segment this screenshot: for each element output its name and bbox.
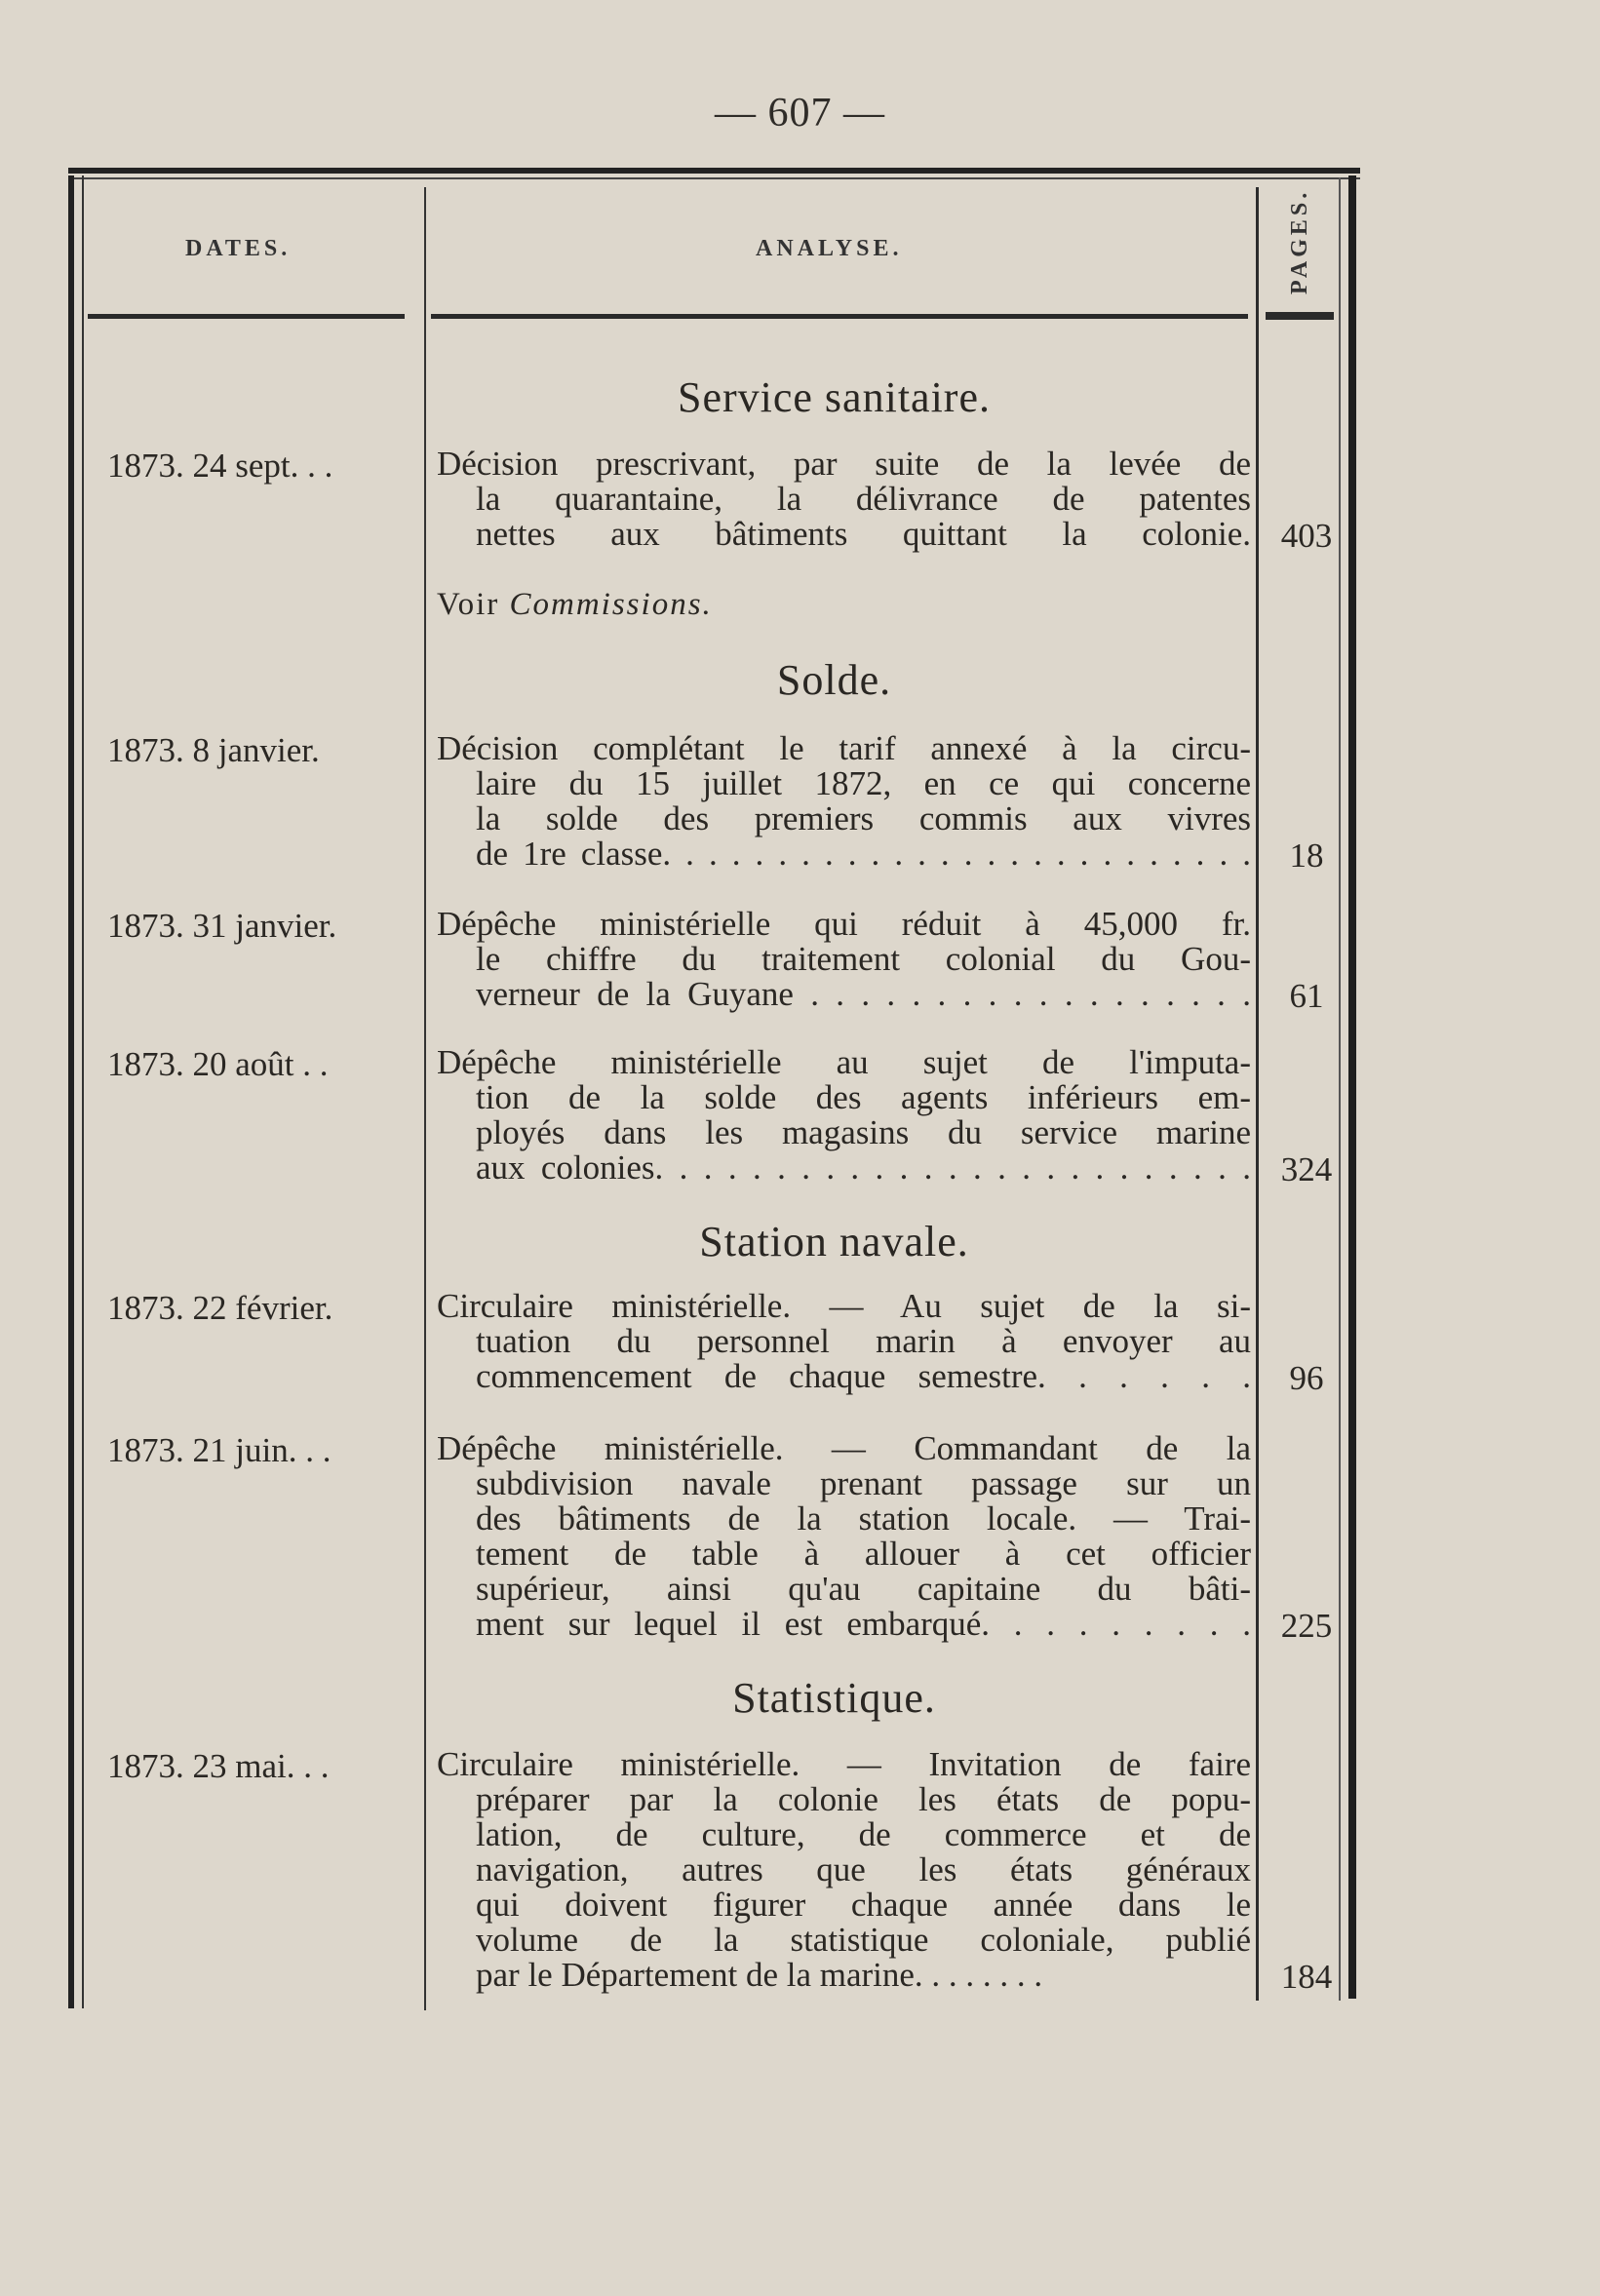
header-rule-pages bbox=[1266, 312, 1334, 320]
entry-analysis bbox=[437, 907, 1251, 1012]
right-border-thin bbox=[1339, 177, 1341, 2001]
page-number: — 607 — bbox=[715, 91, 885, 136]
analysis-line: verneur de la Guyane . . . . . . . . . . . . . . . . . . bbox=[476, 975, 1251, 1013]
analysis-line: tion de la solde des agents inférieurs em- bbox=[476, 1078, 1251, 1116]
analysis-line: Circulaire ministérielle. — Au sujet de la si- bbox=[437, 1287, 1251, 1325]
entry-analysis bbox=[437, 1045, 1251, 1186]
column-divider-pages bbox=[1256, 187, 1259, 2001]
column-header-dates: DATES. bbox=[185, 236, 292, 261]
entry-page: 96 bbox=[1289, 1359, 1324, 1397]
analysis-line: le chiffre du traitement colonial du Gou- bbox=[476, 940, 1251, 978]
top-rule-thin bbox=[68, 177, 1360, 179]
analysis-line: lation, de culture, de commerce et de bbox=[476, 1815, 1251, 1853]
analysis-line: supérieur, ainsi qu'au capitaine du bâti- bbox=[476, 1570, 1251, 1608]
entry-date: 1873. 21 juin. . . bbox=[107, 1431, 332, 1469]
entry-date: 1873. 20 août . . bbox=[107, 1045, 329, 1083]
entry-date: 1873. 22 février. bbox=[107, 1289, 333, 1327]
entry-page: 61 bbox=[1289, 977, 1324, 1015]
analysis-line: préparer par la colonie les états de popu- bbox=[476, 1780, 1251, 1818]
entry-page: 18 bbox=[1289, 837, 1324, 875]
analysis-line: tuation du personnel marin à envoyer au bbox=[476, 1322, 1251, 1360]
entry-analysis bbox=[437, 447, 1251, 552]
analysis-line: ment sur lequel il est embarqué. . . . . . . . . bbox=[476, 1605, 1251, 1643]
analysis-line: des bâtiments de la station locale. — Trai- bbox=[476, 1499, 1251, 1537]
analysis-line: la quarantaine, la délivrance de patentes bbox=[476, 480, 1251, 518]
column-divider-dates bbox=[424, 187, 426, 2010]
analysis-line: navigation, autres que les états généraux bbox=[476, 1850, 1251, 1888]
entry-date: 1873. 24 sept. . . bbox=[107, 447, 333, 485]
analysis-line: Dépêche ministérielle au sujet de l'imputa- bbox=[437, 1043, 1251, 1081]
header-rule-dates bbox=[88, 314, 405, 319]
section-title: Solde. bbox=[776, 656, 892, 704]
entry-date: 1873. 31 janvier. bbox=[107, 907, 337, 945]
analysis-line: tement de table à allouer à cet officier bbox=[476, 1535, 1251, 1573]
section-title: Service sanitaire. bbox=[678, 373, 991, 421]
entry-page: 225 bbox=[1280, 1607, 1333, 1645]
analysis-line: volume de la statistique coloniale, publié bbox=[476, 1921, 1251, 1959]
analysis-line: laire du 15 juillet 1872, en ce qui concerne bbox=[476, 764, 1251, 802]
section-title: Statistique. bbox=[732, 1674, 936, 1722]
entry-analysis bbox=[437, 1431, 1251, 1642]
entry-page: 403 bbox=[1280, 517, 1333, 555]
analysis-line: de 1re classe. . . . . . . . . . . . . . . . . . . . . . . . . . bbox=[476, 835, 1251, 873]
entry-page: 184 bbox=[1280, 1958, 1333, 1996]
entry-date: 1873. 8 janvier. bbox=[107, 731, 320, 769]
see-also: Voir Commissions. bbox=[437, 587, 713, 622]
analysis-line: Décision complétant le tarif annexé à la circu- bbox=[437, 729, 1251, 767]
entry-analysis bbox=[437, 731, 1251, 872]
header-rule-analyse bbox=[431, 314, 1248, 319]
analysis-line: par le Département de la marine. . . . . . . . bbox=[476, 1956, 1043, 1994]
column-header-analyse: ANALYSE. bbox=[756, 236, 903, 261]
analysis-line: subdivision navale prenant passage sur un bbox=[476, 1464, 1251, 1502]
entry-analysis bbox=[437, 1289, 1251, 1394]
top-rule bbox=[68, 168, 1360, 174]
entry-date: 1873. 23 mai. . . bbox=[107, 1747, 330, 1785]
left-border bbox=[68, 175, 74, 2008]
analysis-line: Dépêche ministérielle. — Commandant de la bbox=[437, 1429, 1251, 1467]
analysis-line: commencement de chaque semestre. . . . . . bbox=[476, 1357, 1251, 1395]
analysis-line: la solde des premiers commis aux vivres bbox=[476, 799, 1251, 837]
analysis-line: ployés dans les magasins du service marine bbox=[476, 1113, 1251, 1151]
analysis-line: nettes aux bâtiments quittant la colonie. bbox=[476, 515, 1251, 553]
section-title: Station navale. bbox=[699, 1218, 969, 1265]
analysis-line: qui doivent figurer chaque année dans le bbox=[476, 1886, 1251, 1924]
entry-analysis bbox=[437, 1747, 1251, 1993]
entry-page: 324 bbox=[1280, 1150, 1333, 1188]
column-header-pages: PAGES. bbox=[1287, 188, 1312, 294]
left-border-thin bbox=[82, 175, 84, 2008]
analysis-line: Dépêche ministérielle qui réduit à 45,000 fr. bbox=[437, 905, 1251, 943]
analysis-line: Décision prescrivant, par suite de la levée de bbox=[437, 445, 1251, 483]
analysis-line: aux colonies. . . . . . . . . . . . . . . . . . . . . . . . . bbox=[476, 1148, 1251, 1187]
right-border bbox=[1348, 175, 1356, 1999]
analysis-line: Circulaire ministérielle. — Invitation de faire bbox=[437, 1745, 1251, 1783]
